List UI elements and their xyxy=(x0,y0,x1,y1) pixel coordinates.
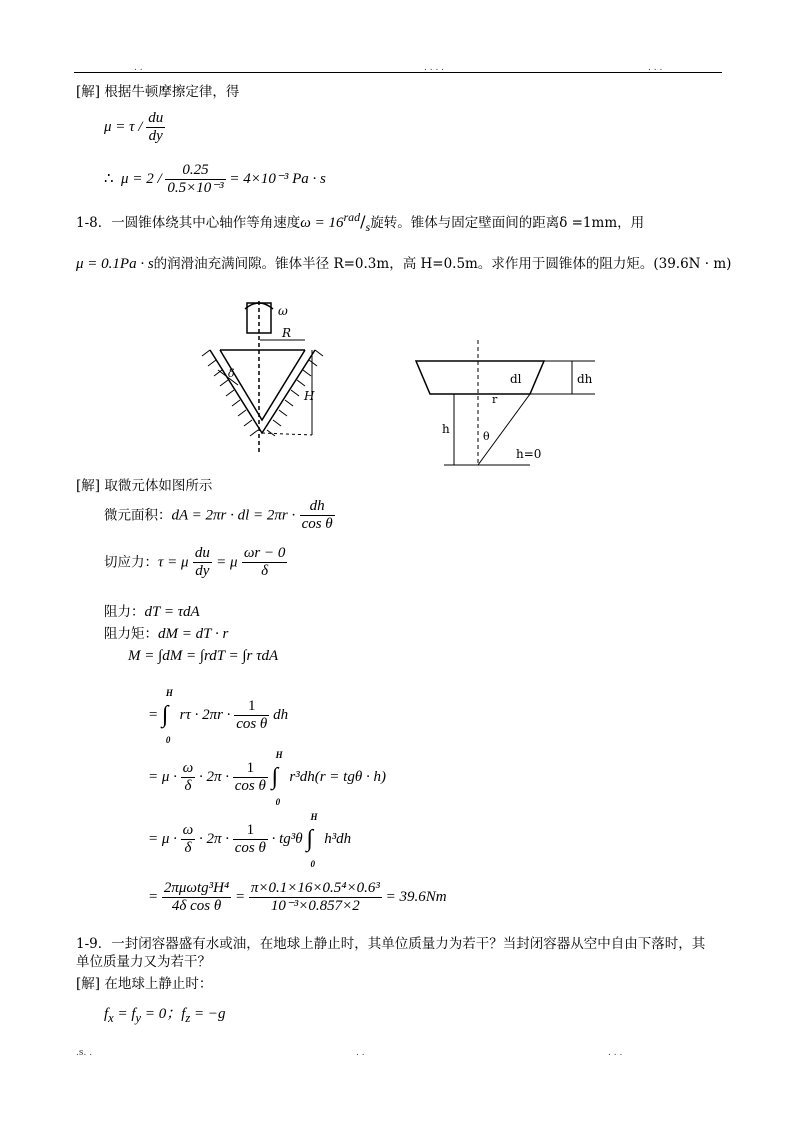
equation-area-element: 微元面积：dA = 2πr · dl = 2πr · $\frac{dh}{\text{cos θ}}$ xyxy=(104,498,333,533)
equation-unit-mass-force: $f_x = f_y = 0$；$f_z = -g$ xyxy=(104,1006,226,1025)
equation-mu-value: ∴ μ = 2 / $\frac{0.25}{\text{0.5×10⁻³}}$ = 4×10⁻³ Pa · s xyxy=(104,162,326,197)
cone-figure-left xyxy=(202,301,323,455)
equation-M-step3: = μ · $\frac{\omega}{\delta}$ · 2π · $\frac{1}{\text{cos θ}}$ ∫ H 0 r³dh(r = tgθ · h) xyxy=(148,750,386,808)
equation-M-integral: M = ∫dM = ∫rdT = ∫r τdA xyxy=(128,648,279,664)
equation-M-step2: = ∫ H 0 rτ · 2πr · $\frac{1}{\text{cos θ}}$ dh xyxy=(148,688,289,746)
equation-moment: 阻力矩：dM = dT · r xyxy=(104,626,229,642)
solution-1-7-intro: [解] 根据牛顿摩擦定律，得 xyxy=(76,84,240,100)
header-rule xyxy=(74,72,722,73)
header-dots-mid: . . . . xyxy=(424,63,445,73)
footer-dots-left: .s. . xyxy=(76,1048,93,1058)
label-theta: θ xyxy=(483,430,490,443)
label-r: r xyxy=(492,393,498,406)
cone-element-figure xyxy=(416,340,595,465)
header-dots-right: . . . xyxy=(648,63,663,73)
footer-dots-mid: . . xyxy=(356,1048,365,1058)
label-H: H xyxy=(304,389,315,403)
problem-1-8-line1: 1-8．一圆锥体绕其中心轴作等角速度ω = 16rad/s旋转。锥体与固定壁面间的距离δ =1mm，用 xyxy=(76,210,645,234)
equation-shear-stress: 切应力：τ = μ $\frac{du}{dy}$ = μ $\frac{\omega r - 0}{\delta}$ xyxy=(104,545,286,580)
solution-1-8-intro: [解] 取微元体如图所示 xyxy=(76,478,213,494)
equation-mu-definition: μ = τ / $\frac{du}{dy}$ xyxy=(104,110,164,145)
header-dots-left: . . xyxy=(134,63,143,73)
footer-dots-right: . . . xyxy=(608,1048,623,1058)
cone-figures xyxy=(200,295,593,475)
problem-1-8-line2: μ = 0.1Pa · s的润滑油充满间隙。锥体半径 R=0.3m，高 H=0.5m。求作用于圆锥体的阻力矩。(39.6N · m) xyxy=(76,256,732,272)
label-omega: ω xyxy=(278,304,288,318)
problem-1-9-line2: 单位质量力又为若干？ xyxy=(76,954,211,970)
equation-M-step4: = μ · $\frac{\omega}{\delta}$ · 2π · $\frac{1}{\text{cos θ}}$ · tg³θ ∫ H 0 h³dh xyxy=(148,812,352,870)
equation-M-result: = $\frac{\text{2πμωtg³H⁴}}{\text{4δ cos θ}}$ = $\frac{\text{π×0.1×16×0.5⁴×0.6³}}{\text{10⁻³×0.857×2}}$ = 39.6Nm xyxy=(148,880,447,915)
label-h0: h=0 xyxy=(516,447,542,461)
label-R: R xyxy=(282,326,292,340)
equation-resistance: 阻力：dT = τdA xyxy=(104,604,200,620)
label-dh: dh xyxy=(577,372,593,386)
label-delta: δ xyxy=(228,367,235,380)
solution-1-9-intro: [解] 在地球上静止时： xyxy=(76,976,213,992)
label-dl: dl xyxy=(510,372,522,386)
label-h: h xyxy=(442,422,450,436)
problem-1-9-line1: 1-9．一封闭容器盛有水或油，在地球上静止时，其单位质量力为若干？当封闭容器从空中自由下落时，其 xyxy=(76,936,706,952)
